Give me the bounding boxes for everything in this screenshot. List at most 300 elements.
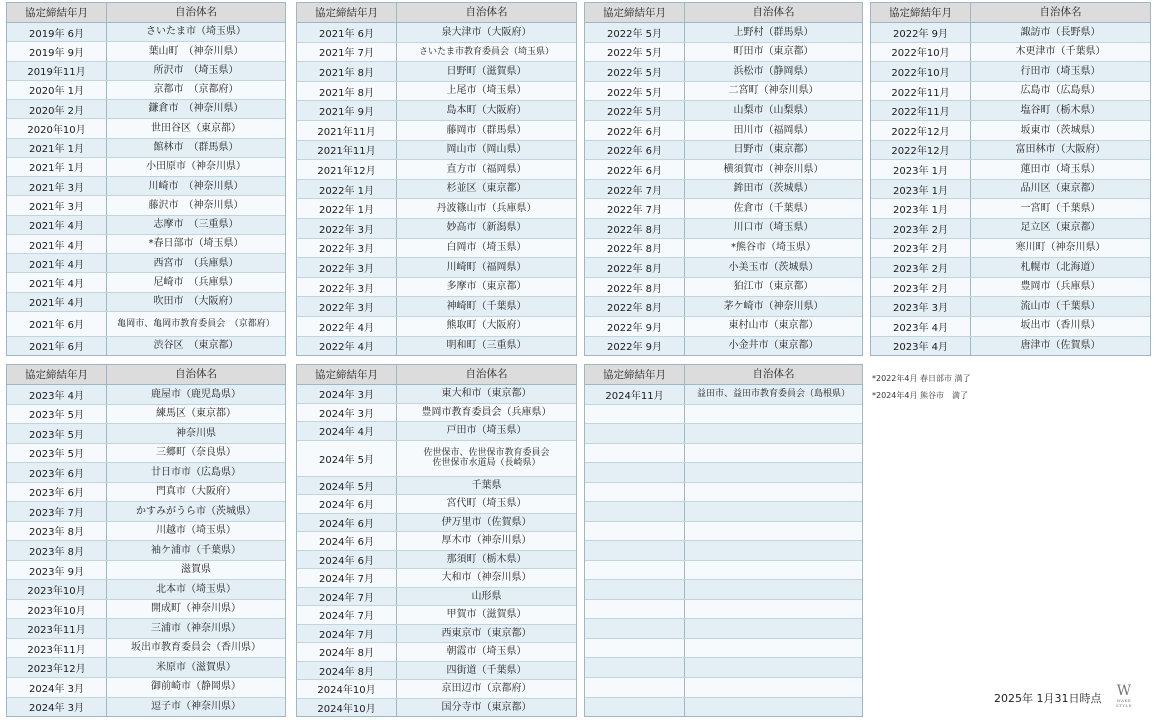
agreement-date: 2023年 1月 (871, 180, 971, 199)
municipality-name: 流山市（千葉県） (971, 297, 1150, 316)
header-date: 協定締結年月 (871, 3, 971, 22)
table-row (297, 337, 576, 356)
agreement-date: 2024年 3月 (7, 698, 107, 717)
municipality-name: 世田谷区（東京都） (107, 119, 285, 137)
table-row (585, 141, 862, 161)
agreement-date: 2024年 4月 (297, 422, 397, 440)
table-row (7, 444, 285, 464)
municipality-name: 川崎町（福岡県） (397, 258, 576, 277)
municipality-name: 坂出市教育委員会（香川県） (107, 639, 285, 658)
header-date: 協定締結年月 (585, 365, 685, 384)
table-row (297, 441, 576, 477)
municipality-name: 練馬区（東京都） (107, 405, 285, 424)
agreement-date: 2024年 3月 (297, 385, 397, 403)
table-row (297, 588, 576, 607)
agreement-date (585, 502, 685, 521)
table-row (585, 101, 862, 121)
table-row (871, 82, 1150, 102)
municipality-name: 塩谷町（栃木県） (971, 101, 1150, 120)
agreement-date: 2022年 5月 (585, 82, 685, 101)
table-row (585, 619, 862, 639)
municipality-name: 鹿屋市（鹿児島県） (107, 385, 285, 404)
municipality-name: 三郷町（奈良県） (107, 444, 285, 463)
agreement-date: 2022年 8月 (585, 219, 685, 238)
agreement-date: 2022年 4月 (297, 337, 397, 356)
table-row (585, 199, 862, 219)
municipality-name: 広島市（広島県） (971, 82, 1150, 101)
table-row (7, 483, 285, 503)
municipality-name: 北本市（埼玉県） (107, 580, 285, 599)
table-row (871, 62, 1150, 82)
agreement-date: 2022年 7月 (585, 180, 685, 199)
table-row (7, 158, 285, 177)
table-row (871, 23, 1150, 43)
table-row (7, 62, 285, 81)
municipality-name: 館林市 （群馬県） (107, 139, 285, 157)
municipality-name: 杉並区（東京都） (397, 180, 576, 199)
municipality-name: 宮代町（埼玉県） (397, 495, 576, 513)
agreement-date (585, 424, 685, 443)
table-row (7, 698, 285, 717)
table-row (871, 278, 1150, 298)
table-body (585, 385, 862, 716)
agreement-date: 2023年 2月 (871, 219, 971, 238)
agreement-date: 2021年 4月 (7, 235, 107, 253)
agreement-date: 2024年 6月 (297, 551, 397, 569)
agreement-date: 2021年 3月 (7, 177, 107, 195)
agreement-date: 2023年 2月 (871, 239, 971, 258)
table-row (7, 235, 285, 254)
table-row (7, 405, 285, 425)
agreement-date: 2023年 4月 (7, 385, 107, 404)
table-row (297, 495, 576, 514)
municipality-name: 那須町（栃木県） (397, 551, 576, 569)
agreement-date (585, 405, 685, 424)
municipality-name: 益田市、益田市教育委員会（島根県） (685, 385, 862, 404)
table-row (585, 424, 862, 444)
table-row (7, 312, 285, 337)
agreement-date: 2023年 7月 (7, 502, 107, 521)
table-body (297, 385, 576, 716)
table-row (297, 625, 576, 644)
agreement-table-6 (296, 364, 577, 717)
municipality-name: 小金井市（東京都） (685, 337, 862, 356)
table-row (585, 561, 862, 581)
table-row (297, 422, 576, 441)
table-row (585, 180, 862, 200)
table-row (871, 43, 1150, 63)
municipality-name: 佐世保市、佐世保市教育委員会 佐世保市水道局（長崎県） (397, 441, 576, 476)
agreement-date: 2023年10月 (7, 580, 107, 599)
agreement-date: 2022年 5月 (585, 23, 685, 42)
agreement-date (585, 483, 685, 502)
table-row (585, 239, 862, 259)
agreement-date: 2022年 3月 (297, 258, 397, 277)
municipality-name: 伊万里市（佐賀県） (397, 514, 576, 532)
municipality-name: 坂出市（香川県） (971, 317, 1150, 336)
table-row (297, 180, 576, 200)
table-row (297, 569, 576, 588)
municipality-name (685, 522, 862, 541)
municipality-name: 戸田市（埼玉県） (397, 422, 576, 440)
municipality-name (685, 405, 862, 424)
table-header (871, 3, 1150, 23)
agreement-date: 2024年 3月 (7, 678, 107, 697)
table-row (297, 643, 576, 662)
header-date: 協定締結年月 (7, 3, 107, 22)
municipality-name: 所沢市 （埼玉県） (107, 62, 285, 80)
agreement-date: 2023年 3月 (871, 297, 971, 316)
municipality-name: 行田市（埼玉県） (971, 62, 1150, 81)
agreement-date: 2024年11月 (585, 385, 685, 404)
agreement-date: 2022年 5月 (585, 43, 685, 62)
brand-logo (1114, 684, 1134, 708)
table-row (871, 239, 1150, 259)
municipality-name: 神奈川県 (107, 424, 285, 443)
table-row (297, 43, 576, 63)
municipality-name: 葉山町 （神奈川県） (107, 42, 285, 60)
agreement-date: 2024年 6月 (297, 532, 397, 550)
table-row (871, 101, 1150, 121)
table-row (585, 522, 862, 542)
agreement-date: 2024年 8月 (297, 662, 397, 680)
agreement-date (585, 580, 685, 599)
table-row (297, 278, 576, 298)
agreement-date: 2023年 8月 (7, 541, 107, 560)
agreement-date: 2021年 8月 (297, 62, 397, 81)
table-row (7, 600, 285, 620)
header-name: 自治体名 (1039, 6, 1082, 19)
municipality-name: *春日部市（埼玉県） (107, 235, 285, 253)
agreement-date: 2021年 9月 (297, 101, 397, 120)
table-row (585, 337, 862, 356)
municipality-name: 渋谷区 （東京都） (107, 337, 285, 355)
municipality-name: 富田林市（大阪府） (971, 141, 1150, 160)
agreement-date: 2022年 1月 (297, 199, 397, 218)
table-row (871, 317, 1150, 337)
municipality-name: 大和市（神奈川県） (397, 569, 576, 587)
agreement-date (585, 678, 685, 697)
municipality-name: 川口市（埼玉県） (685, 219, 862, 238)
municipality-name: 甲賀市（滋賀県） (397, 606, 576, 624)
agreement-table-2 (296, 2, 577, 356)
municipality-name: 丹波篠山市（兵庫県） (397, 199, 576, 218)
municipality-name: 厚木市（神奈川県） (397, 532, 576, 550)
municipality-name: 熊取町（大阪府） (397, 317, 576, 336)
table-row (297, 121, 576, 141)
agreement-date: 2022年 3月 (297, 278, 397, 297)
agreement-date (585, 463, 685, 482)
agreement-date: 2021年12月 (297, 160, 397, 179)
agreement-date: 2024年 7月 (297, 569, 397, 587)
agreement-date: 2022年 3月 (297, 239, 397, 258)
table-row (585, 82, 862, 102)
agreement-date: 2022年10月 (871, 62, 971, 81)
table-row (297, 62, 576, 82)
table-row (297, 514, 576, 533)
municipality-name: 小田原市（神奈川県） (107, 158, 285, 176)
agreement-date: 2023年 1月 (871, 160, 971, 179)
agreement-date: 2023年11月 (7, 619, 107, 638)
agreement-date (585, 444, 685, 463)
table-row (7, 561, 285, 581)
table-row (7, 23, 285, 42)
agreement-date (585, 619, 685, 638)
municipality-name: 京田辺市（京都府） (397, 680, 576, 698)
municipality-name: 田川市（福岡県） (685, 121, 862, 140)
municipality-name: 白岡市（埼玉県） (397, 239, 576, 258)
footnote-2: *2024年4月 熊谷市 満了 (872, 391, 968, 400)
municipality-name: 木更津市（千葉県） (971, 43, 1150, 62)
table-row (585, 502, 862, 522)
municipality-name: 足立区（東京都） (971, 219, 1150, 238)
municipality-name: 諏訪市（長野県） (971, 23, 1150, 42)
municipality-name: 川崎市 （神奈川県） (107, 177, 285, 195)
footnotes (872, 370, 971, 404)
agreement-date: 2020年 2月 (7, 100, 107, 118)
municipality-name (685, 678, 862, 697)
agreement-date: 2022年 5月 (585, 101, 685, 120)
agreement-date: 2024年 5月 (297, 441, 397, 476)
agreement-date: 2022年 7月 (585, 199, 685, 218)
table-row (585, 258, 862, 278)
table-row (585, 639, 862, 659)
table-row (297, 385, 576, 404)
agreement-date: 2023年 9月 (7, 561, 107, 580)
municipality-name: 品川区（東京都） (971, 180, 1150, 199)
table-row (7, 522, 285, 542)
municipality-name: かすみがうら市（茨城県） (107, 502, 285, 521)
header-name: 自治体名 (465, 6, 508, 19)
agreement-table-4 (870, 2, 1151, 356)
table-row (297, 199, 576, 219)
municipality-name: 横須賀市（神奈川県） (685, 160, 862, 179)
table-row (7, 81, 285, 100)
agreement-date: 2022年11月 (871, 82, 971, 101)
table-row (585, 43, 862, 63)
table-body (585, 23, 862, 355)
municipality-name: 米原市（滋賀県） (107, 658, 285, 677)
agreement-date: 2024年 6月 (297, 514, 397, 532)
municipality-name: 藤沢市 （神奈川県） (107, 196, 285, 214)
footnote-1: *2022年4月 春日部市 満了 (872, 374, 971, 383)
table-row (297, 699, 576, 717)
table-row (7, 678, 285, 698)
municipality-name: 吹田市 （大阪府） (107, 293, 285, 311)
table-row (7, 254, 285, 273)
agreement-date: 2022年 6月 (585, 160, 685, 179)
table-row (297, 297, 576, 317)
table-row (297, 239, 576, 259)
municipality-name: 豊岡市（兵庫県） (971, 278, 1150, 297)
municipality-name: 山梨市（山梨県） (685, 101, 862, 120)
table-row (585, 658, 862, 678)
header-name: 自治体名 (465, 368, 508, 381)
table-header (7, 365, 285, 385)
municipality-name: 茅ケ崎市（神奈川県） (685, 297, 862, 316)
agreement-date: 2021年 7月 (297, 43, 397, 62)
table-row (297, 258, 576, 278)
agreement-date: 2023年 1月 (871, 199, 971, 218)
agreement-date: 2019年 6月 (7, 23, 107, 41)
municipality-name: 袖ケ浦市（千葉県） (107, 541, 285, 560)
table-row (585, 541, 862, 561)
agreement-date (585, 522, 685, 541)
municipality-name: 朝霞市（埼玉県） (397, 643, 576, 661)
table-row (871, 337, 1150, 356)
municipality-name: 町田市（東京都） (685, 43, 862, 62)
table-body (297, 23, 576, 355)
table-row (585, 23, 862, 43)
agreement-date: 2024年 6月 (297, 495, 397, 513)
agreement-date: 2022年 4月 (297, 317, 397, 336)
municipality-name: 妙高市（新潟県） (397, 219, 576, 238)
table-header (7, 3, 285, 23)
municipality-name: 東村山市（東京都） (685, 317, 862, 336)
municipality-name: 狛江市（東京都） (685, 278, 862, 297)
municipality-name: 開成町（神奈川県） (107, 600, 285, 619)
municipality-name: 川越市（埼玉県） (107, 522, 285, 541)
agreement-table-1 (6, 2, 286, 356)
agreement-date: 2023年 8月 (7, 522, 107, 541)
municipality-name: 二宮町（神奈川県） (685, 82, 862, 101)
agreement-date: 2022年 8月 (585, 297, 685, 316)
agreement-table-7 (584, 364, 863, 717)
table-header (585, 3, 862, 23)
agreement-date: 2021年 4月 (7, 216, 107, 234)
table-row (297, 551, 576, 570)
agreement-date: 2022年12月 (871, 121, 971, 140)
table-row (585, 219, 862, 239)
table-row (7, 385, 285, 405)
table-row (297, 317, 576, 337)
municipality-name: 日野町（滋賀県） (397, 62, 576, 81)
municipality-name (685, 639, 862, 658)
municipality-name: 坂東市（茨城県） (971, 121, 1150, 140)
as-of-date: 2025年 1月31日時点 (994, 692, 1102, 705)
header-name: 自治体名 (175, 368, 217, 381)
agreement-date: 2021年 4月 (7, 254, 107, 272)
municipality-name (685, 502, 862, 521)
municipality-name: 島本町（大阪府） (397, 101, 576, 120)
table-row (297, 532, 576, 551)
table-row (7, 100, 285, 119)
table-row (585, 62, 862, 82)
agreement-date: 2023年10月 (7, 600, 107, 619)
table-row (7, 139, 285, 158)
logo-mark: W (1116, 683, 1132, 699)
agreement-date (585, 541, 685, 560)
municipality-name (685, 444, 862, 463)
municipality-name: 藤岡市（群馬県） (397, 121, 576, 140)
municipality-name: 佐倉市（千葉県） (685, 199, 862, 218)
table-row (585, 698, 862, 717)
table-row (585, 160, 862, 180)
municipality-name: 尼崎市 （兵庫県） (107, 273, 285, 291)
municipality-name: 国分寺市（東京都） (397, 699, 576, 717)
agreement-date: 2022年10月 (871, 43, 971, 62)
municipality-name: 寒川町（神奈川県） (971, 239, 1150, 258)
agreement-date: 2021年 4月 (7, 293, 107, 311)
municipality-name: 鎌倉市 （神奈川県） (107, 100, 285, 118)
agreement-date: 2021年11月 (297, 141, 397, 160)
agreement-date: 2022年 6月 (585, 141, 685, 160)
municipality-name (685, 541, 862, 560)
agreement-date: 2021年 6月 (7, 337, 107, 355)
table-row (297, 141, 576, 161)
agreement-date: 2020年10月 (7, 119, 107, 137)
table-header (297, 365, 576, 385)
agreement-date: 2022年 3月 (297, 297, 397, 316)
agreement-date (585, 698, 685, 717)
table-body (7, 385, 285, 716)
agreement-date: 2023年 5月 (7, 444, 107, 463)
agreement-date: 2024年 8月 (297, 643, 397, 661)
municipality-name: 小美玉市（茨城県） (685, 258, 862, 277)
municipality-name: 山形県 (397, 588, 576, 606)
table-row (871, 141, 1150, 161)
table-row (7, 639, 285, 659)
agreement-date: 2021年 8月 (297, 82, 397, 101)
agreement-date: 2022年 9月 (585, 337, 685, 356)
agreement-date: 2021年 6月 (7, 312, 107, 336)
agreement-date (585, 600, 685, 619)
municipality-name (685, 658, 862, 677)
municipality-name: 明和町（三重県） (397, 337, 576, 356)
table-body (7, 23, 285, 355)
table-row (297, 160, 576, 180)
municipality-name (685, 619, 862, 638)
header-name: 自治体名 (752, 368, 795, 381)
agreement-date: 2022年 9月 (585, 317, 685, 336)
agreement-date: 2023年 4月 (871, 337, 971, 356)
agreement-date: 2022年 5月 (585, 62, 685, 81)
municipality-name (685, 483, 862, 502)
municipality-name: 豊岡市教育委員会（兵庫県） (397, 404, 576, 422)
table-row (871, 160, 1150, 180)
table-row (7, 177, 285, 196)
municipality-name: 鉾田市（茨城県） (685, 180, 862, 199)
table-row (7, 658, 285, 678)
agreement-date: 2024年10月 (297, 680, 397, 698)
table-row (297, 101, 576, 121)
header-date: 協定締結年月 (297, 3, 397, 22)
agreement-date: 2021年 3月 (7, 196, 107, 214)
agreement-date: 2022年 1月 (297, 180, 397, 199)
table-header (585, 365, 862, 385)
table-row (871, 297, 1150, 317)
table-row (7, 337, 285, 355)
municipality-name: さいたま市教育委員会（埼玉県） (397, 43, 576, 62)
header-date: 協定締結年月 (585, 3, 685, 22)
agreement-date: 2022年 3月 (297, 219, 397, 238)
table-row (585, 483, 862, 503)
municipality-name: 御前崎市（静岡県） (107, 678, 285, 697)
agreement-date (585, 658, 685, 677)
agreement-date: 2022年11月 (871, 101, 971, 120)
municipality-name: 札幌市（北海道） (971, 258, 1150, 277)
municipality-name (685, 698, 862, 717)
municipality-name: 西東京市（東京都） (397, 625, 576, 643)
table-row (7, 196, 285, 215)
table-header (297, 3, 576, 23)
agreement-date: 2022年 6月 (585, 121, 685, 140)
agreement-date: 2024年 7月 (297, 625, 397, 643)
table-row (297, 23, 576, 43)
municipality-name: 直方市（福岡県） (397, 160, 576, 179)
table-row (585, 580, 862, 600)
table-row (7, 119, 285, 138)
